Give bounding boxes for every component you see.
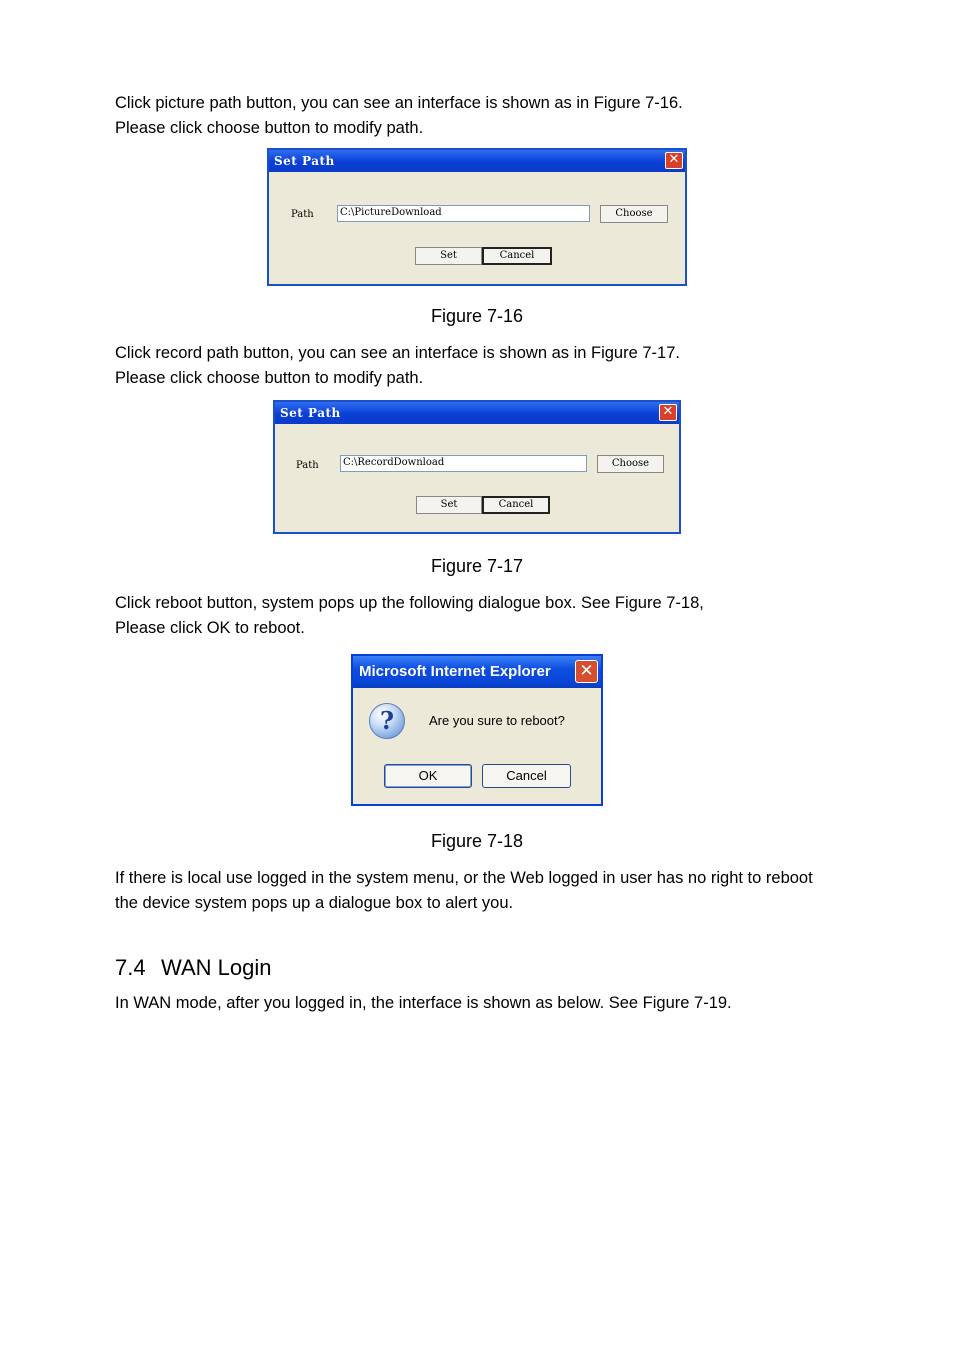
section-number: 7.4 — [115, 955, 146, 980]
dialog-message: Are you sure to reboot? — [429, 713, 565, 728]
section-heading — [115, 955, 271, 981]
close-icon[interactable]: ✕ — [665, 152, 683, 169]
paragraph-reboot — [115, 591, 704, 641]
figure-caption: Figure 7-16 — [430, 306, 524, 326]
paragraph-record-path — [115, 341, 680, 391]
text-line: If there is local use logged in the system menu, or the Web logged in user has no right to reboot — [115, 869, 813, 887]
close-icon[interactable]: ✕ — [575, 660, 598, 683]
dialog-title: Set Path — [275, 402, 679, 424]
path-label: Path — [291, 209, 314, 220]
text-line: Click record path button, you can see an interface is shown as in Figure 7-17. — [115, 344, 680, 362]
choose-button[interactable]: Choose — [597, 455, 664, 473]
paragraph-alert — [115, 866, 813, 916]
text-line: the device system pops up a dialogue box to alert you. — [115, 894, 514, 912]
text-line: In WAN mode, after you logged in, the interface is shown as below. See Figure 7-19. — [115, 994, 732, 1012]
section-title: WAN Login — [161, 955, 272, 980]
question-icon: ? — [369, 703, 405, 739]
path-input[interactable]: C:\RecordDownload — [340, 455, 587, 472]
set-button[interactable]: Set — [416, 496, 482, 514]
figure-caption: Figure 7-17 — [430, 556, 524, 576]
text-line: Please click choose button to modify path. — [115, 119, 424, 137]
cancel-button[interactable]: Cancel — [482, 496, 550, 514]
cancel-button[interactable]: Cancel — [482, 764, 571, 788]
dialog-title: Set Path — [269, 150, 685, 172]
path-input[interactable]: C:\PictureDownload — [337, 205, 590, 222]
set-path-dialog-record — [273, 400, 681, 534]
text-line: Click picture path button, you can see an interface is shown as in Figure 7-16. — [115, 94, 683, 112]
paragraph-picture-path — [115, 91, 683, 141]
set-button[interactable]: Set — [415, 247, 482, 265]
text-line: Please click OK to reboot. — [115, 619, 305, 637]
ok-button[interactable]: OK — [384, 764, 472, 788]
cancel-button[interactable]: Cancel — [482, 247, 552, 265]
reboot-confirm-dialog — [351, 654, 603, 806]
set-path-dialog-picture — [267, 148, 687, 286]
close-icon[interactable]: ✕ — [659, 404, 677, 421]
text-line: Click reboot button, system pops up the following dialogue box. See Figure 7-18, — [115, 594, 704, 612]
path-label: Path — [296, 460, 319, 471]
choose-button[interactable]: Choose — [600, 205, 668, 223]
text-line: Please click choose button to modify path. — [115, 369, 424, 387]
figure-caption: Figure 7-18 — [430, 831, 524, 851]
dialog-title: Microsoft Internet Explorer — [353, 656, 601, 688]
paragraph-wan-login — [115, 991, 732, 1016]
